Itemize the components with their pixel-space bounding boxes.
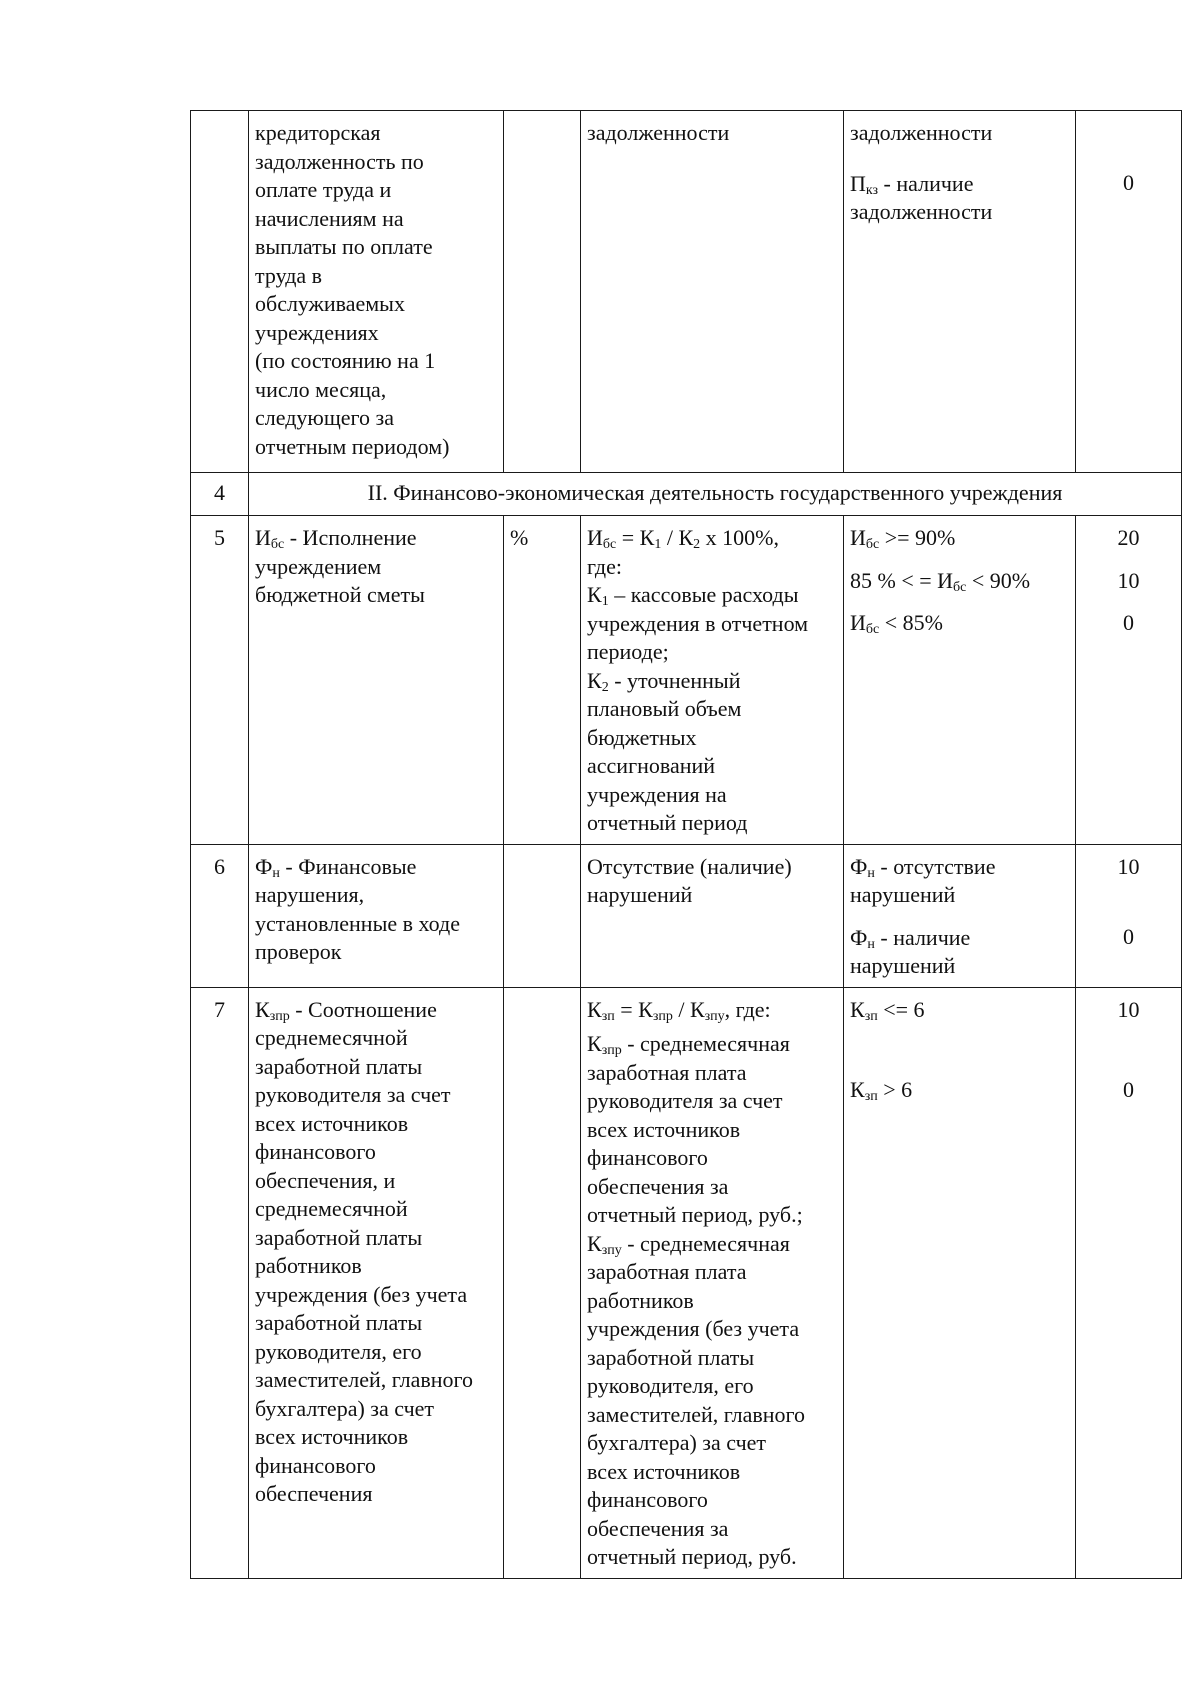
- indicator-name: $К_{зпр}$ - Соотношение среднемесячной заработной платы руководителя за счет всех источников финансового обеспечения, и среднемесячной заработной платы работников учреждения (без учета заработной платы руководителя, его заместителей, главного бухгалтера) за счет всех источников финансового обеспечения: [255, 996, 474, 1506]
- criteria-table: [190, 110, 1182, 1579]
- formula-definition-k1: $К_1$ – кассовые расходы учреждения в отчетном периоде;: [587, 582, 809, 664]
- table-row-6: [191, 844, 1182, 987]
- criterion-1: $Ф_н$ - отсутствие нарушений: [850, 853, 996, 907]
- formula-text: $И_{бс} = К_1 / К_2$ х 100%, где:: [587, 525, 779, 579]
- row-number-cell: [191, 473, 249, 516]
- formula-text: Отсутствие (наличие) нарушений: [587, 853, 792, 907]
- row-number-cell: [191, 987, 249, 1578]
- table-row-continuation: [191, 111, 1182, 473]
- score-value: 0: [1123, 924, 1134, 949]
- row-number-cell: [191, 844, 249, 987]
- indicator-name-cell: [249, 516, 504, 845]
- formula-text: $К_{зп} = К_{зпр} / К_{зпу}$, где:: [587, 996, 771, 1024]
- score-value: 10: [1117, 996, 1140, 1022]
- criteria-cell: [844, 844, 1076, 987]
- formula-definition-k1: $К_{зпр}$ - среднемесячная заработная плата руководителя за счет всех источников финансового обеспечения за отчетный период, руб.;: [587, 1031, 803, 1227]
- indicator-name-cell: [249, 987, 504, 1578]
- criterion-2: $П_{кз}$ - наличие задолженности: [850, 170, 993, 224]
- unit-cell: [504, 516, 581, 845]
- indicator-name: $Ф_н$ - Финансовые нарушения, установленные в ходе проверок: [255, 853, 460, 964]
- row-number-cell: [191, 516, 249, 845]
- row-number: 6: [214, 853, 225, 879]
- formula-cell: [581, 844, 844, 987]
- formula-definition-k2: $К_2$ - уточненный плановый объем бюджетных ассигнований учреждения на отчетный период: [587, 667, 748, 835]
- criteria-cell: [844, 987, 1076, 1578]
- score-value: 0: [1123, 610, 1134, 635]
- table-row-7: [191, 987, 1182, 1578]
- formula-definition-k2: $К_{зпу}$ - среднемесячная заработная плата работников учреждения (без учета заработной платы руководителя, его заместителей, главного бухгалтера) за счет всех источников финансового обеспечения за отчетный период, руб.: [587, 1230, 806, 1569]
- formula-text: задолженности: [587, 120, 730, 145]
- indicator-name-cell: [249, 111, 504, 473]
- score-cell: [1076, 111, 1182, 473]
- criterion-3: $И_{бс} < 85\%$: [850, 610, 943, 637]
- section-title: II. Финансово-экономическая деятельность государственного учреждения: [367, 480, 1063, 505]
- score-value: 0: [1123, 1077, 1134, 1102]
- score-cell: [1076, 516, 1182, 845]
- indicator-name-cell: [249, 844, 504, 987]
- formula-cell: [581, 987, 844, 1578]
- row-number: 4: [214, 480, 225, 505]
- unit-cell: [504, 987, 581, 1578]
- indicator-name: $И_{бс}$ - Исполнение учреждением бюджетной сметы: [255, 525, 425, 607]
- score-cell: [1076, 987, 1182, 1578]
- unit-value: %: [510, 525, 529, 550]
- score-value: 20: [1117, 525, 1140, 550]
- score-cell: [1076, 844, 1182, 987]
- row-number: 5: [214, 525, 225, 550]
- section-header-row: [191, 473, 1182, 516]
- row-number-cell: [191, 111, 249, 473]
- unit-cell: [504, 844, 581, 987]
- table-row-5: [191, 516, 1182, 845]
- unit-cell: [504, 111, 581, 473]
- criteria-cell: [844, 516, 1076, 845]
- criterion-1: задолженности: [850, 120, 993, 145]
- criterion-2: 85 % < = $И_{бс} < 90\%$: [850, 567, 1031, 595]
- row-number: 7: [214, 996, 225, 1022]
- criterion-1: $И_{бс} >= 90\%$: [850, 525, 956, 552]
- score-value: 0: [1123, 170, 1134, 195]
- section-title-cell: [249, 473, 1182, 516]
- formula-cell: [581, 111, 844, 473]
- score-value: 10: [1117, 853, 1140, 879]
- formula-cell: [581, 516, 844, 845]
- indicator-name: кредиторская задолженность по оплате труда и начислениям на выплаты по оплате труда в обслуживаемых учреждениях (по состоянию на 1 число месяца, следующего за отчетным периодом): [255, 120, 450, 459]
- criterion-1: $К_{зп} <= 6$: [850, 996, 925, 1024]
- score-value: 10: [1117, 567, 1140, 593]
- criteria-cell: [844, 111, 1076, 473]
- criterion-2: $Ф_н$ - наличие нарушений: [850, 924, 971, 978]
- criterion-2: $К_{зп} > 6$: [850, 1077, 913, 1104]
